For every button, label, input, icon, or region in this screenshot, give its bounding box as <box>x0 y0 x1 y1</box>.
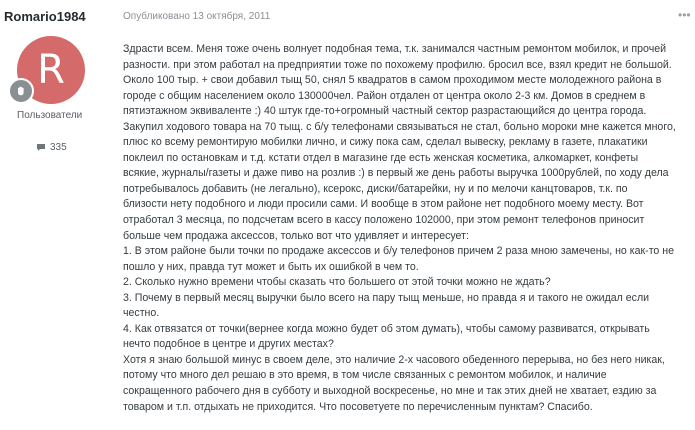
post-line: честно. <box>123 307 160 320</box>
post-line: разности. при этом работал на предприятии тоже по похожему профилю. бросил все, взял кредит не большой. <box>123 58 672 71</box>
post-line: отработал 3 месяца, по подсчетам всего в кассу положено 102000, при этом ремонт телефонов приносит <box>123 214 645 227</box>
post-line: больше чем продажа аксессов, только вот что удивляет и интересует: <box>123 229 469 242</box>
post-line: поклеил по остановкам и т.д. кстати отдел в магазине где есть женская косметика, алкомаркет, конфеты <box>123 151 639 164</box>
post-line: городе с общим населением около 130000чел. Район отдален от центра около 2-3 км. Домов в среднем в <box>123 89 646 102</box>
post-content <box>123 42 691 415</box>
post-line: 3. Почему в первый месяц выручки было всего на пару тыщ меньше, но правда я и такого не ожидал если <box>123 291 650 304</box>
post-line: Здрасти всем. Меня тоже очень волнует подобная тема, т.к. занимался частным ремонтом мобилок, и прочей <box>123 43 667 55</box>
author-panel <box>0 0 108 430</box>
comment-icon <box>36 143 46 152</box>
post-count[interactable] <box>36 142 67 153</box>
post-line: пошло у них, правда тут может и быть их ошибкой в чем то. <box>123 260 419 273</box>
avatar-letter: R <box>37 47 65 93</box>
more-options-icon[interactable]: ••• <box>678 8 691 22</box>
post-line: Закупил ходового товара на 70 тыщ. с б/у телефонами связываться не стал, больно мороки мне кажется много, <box>123 120 676 133</box>
post-line: 4. Как отвязатся от точки(вернее когда можно будет об этом думать), чтобы самому развиватся, открывать <box>123 322 650 335</box>
post-line: Около 100 тыр. + свои добавил тыщ 50, снял 5 квадратов в самом проходимом месте молодежного района в <box>123 74 662 87</box>
post-line: товаром и т.п. отдыхать не приходится. Что посоветуете по перечисленным пунктам? Спасибо. <box>123 400 593 413</box>
post-line: нечто подобное в центре и других местах? <box>123 338 334 351</box>
author-name[interactable]: Romario1984 <box>4 9 86 24</box>
post-line: плюс ко всему ремонтирую мобилки лично, и сижу пока сам, сделал вывеску, рекламу в газете, плакатики <box>123 136 648 149</box>
post-line: сокращенного рабочего дня в субботу и выходной воскресенье, но мне и так этих дней не хватает, ездию за <box>123 385 657 398</box>
post-meta-date[interactable]: Опубликовано 13 октября, 2011 <box>123 11 271 22</box>
post-line: 1. В этом районе были точки по продаже аксессов и б/у телефонов причем 2 раза мною замечены, но как-то не <box>123 245 675 258</box>
hand-icon <box>8 78 34 104</box>
post-line: потребывалось добавить (не легально), ксерокс, диски/батарейки, ну и по мелочи канцтоваров, т.к. по <box>123 182 628 195</box>
post-line: Хотя я знаю большой минус в своем деле, это наличие 2-х часового обеденного перерыва, но без него никак, <box>123 353 665 366</box>
post-line: близости нету подобного и люди просили сами. И вообще в этом районе нет подобного моему месту. Вот <box>123 198 644 211</box>
post-count-value: 335 <box>50 142 67 153</box>
post-line: потому что много дел решаю в это время, в том числе связанных с ремонтом мобилок, и наличие <box>123 369 607 382</box>
user-group-label: Пользователи <box>17 110 83 121</box>
post-line: пятиэтажном эквиваленте :) 40 штук где-то+огромный частный сектор разрастающийся до центра города. <box>123 105 647 118</box>
post-line: 2. Сколько нужно времени чтобы сказать что большего от этой точки можно не ждать? <box>123 276 551 289</box>
post-line: всякие, журналы/газеты и даже пиво на розлив :) в первый же день работы выручка 1000рублей, по ходу дела <box>123 167 669 180</box>
